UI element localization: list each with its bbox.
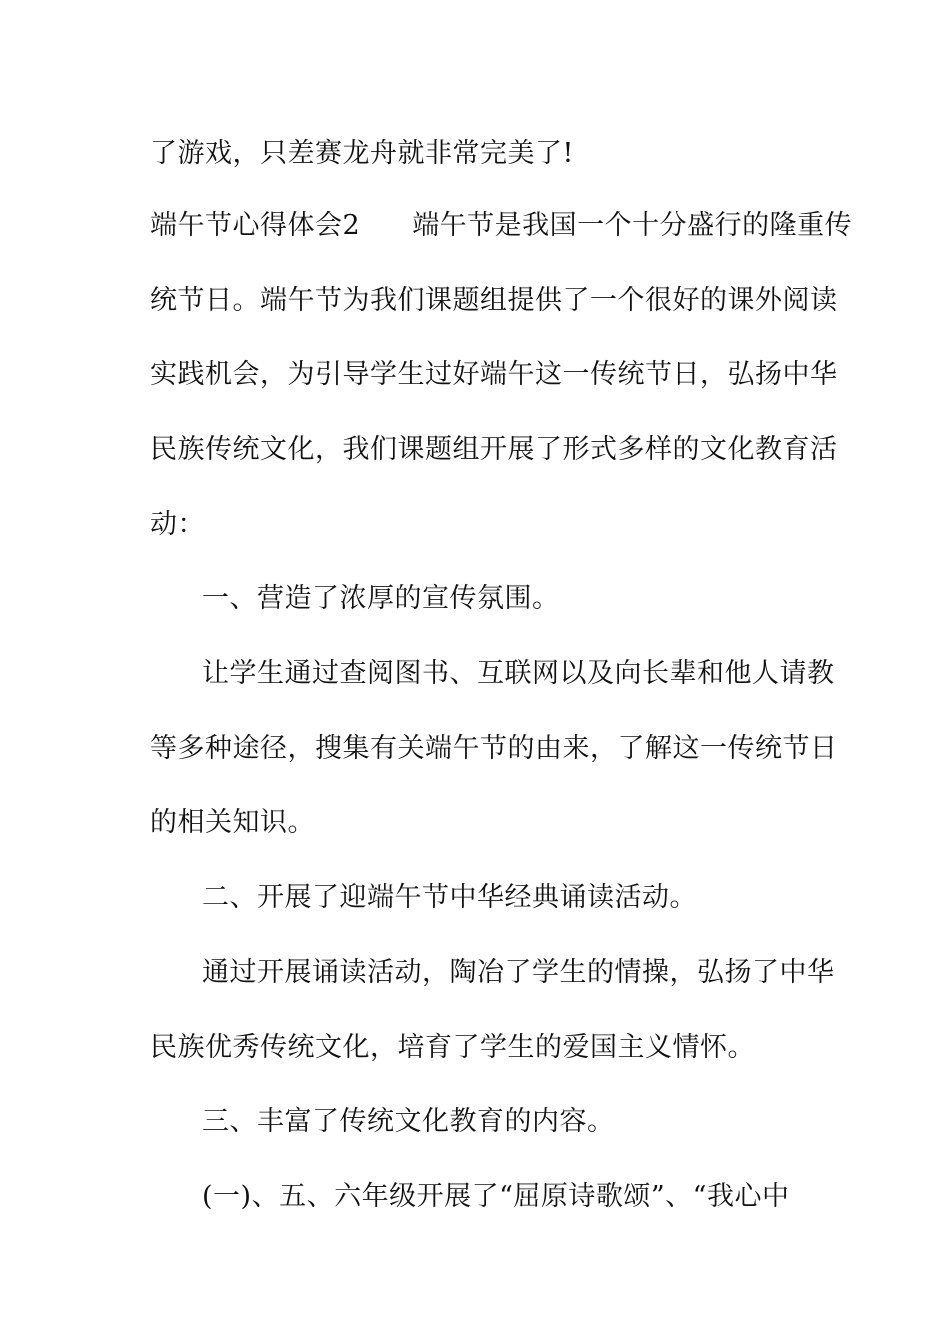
- paragraph-line: 的相关知识。: [150, 807, 315, 838]
- paragraph-line: 动：: [150, 509, 205, 540]
- paragraph-line: (一)、五、六年级开展了“屈原诗歌颂”、“我心中: [202, 1181, 790, 1212]
- paragraph-line: 了游戏，只差赛龙舟就非常完美了!: [150, 138, 574, 169]
- paragraph-start: 端午节是我国一个十分盛行的隆重传: [412, 210, 853, 241]
- paragraph-line: 等多种途径，搜集有关端午节的由来，了解这一传统节日: [150, 733, 838, 764]
- subheading-2: 二、开展了迎端午节中华经典诵读活动。: [202, 882, 697, 913]
- subheading-1: 一、营造了浓厚的宣传氛围。: [202, 583, 560, 614]
- subheading-3: 三、丰富了传统文化教育的内容。: [202, 1106, 615, 1137]
- paragraph-line: 让学生通过查阅图书、互联网以及向长辈和他人请教: [202, 658, 835, 689]
- paragraph-line: 实践机会，为引导学生过好端午这一传统节日，弘扬中华: [150, 359, 838, 390]
- paragraph-line: 通过开展诵读活动，陶冶了学生的情操，弘扬了中华: [202, 957, 835, 988]
- section-title: 端午节心得体会2: [150, 210, 361, 241]
- section-title-line: [150, 208, 853, 244]
- paragraph-line: 统节日。端午节为我们课题组提供了一个很好的课外阅读: [150, 285, 838, 316]
- paragraph-line: 民族优秀传统文化，培育了学生的爱国主义情怀。: [150, 1032, 755, 1063]
- paragraph-line: 民族传统文化，我们课题组开展了形式多样的文化教育活: [150, 434, 838, 465]
